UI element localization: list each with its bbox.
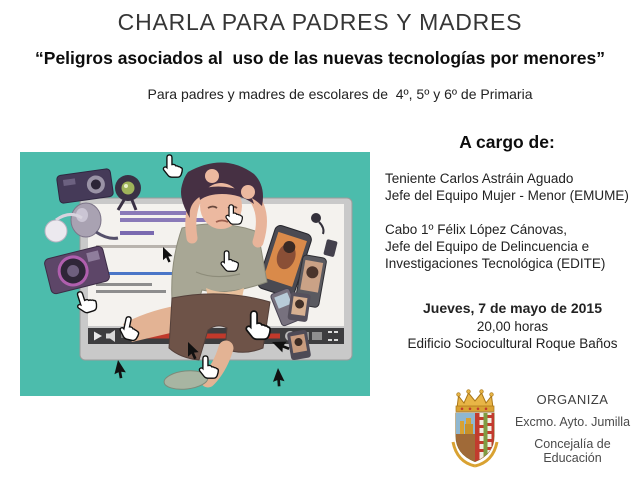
organizer-department: Concejalía de Educación	[534, 437, 611, 465]
event-venue: Edificio Sociocultural Roque Baños	[407, 336, 618, 351]
organizer-heading: ORGANIZA	[536, 392, 609, 407]
page-title: CHARLA PARA PADRES Y MADRES	[117, 9, 523, 35]
speaker1-name: Teniente Carlos Astráin Aguado	[385, 171, 574, 186]
illustration	[20, 152, 370, 396]
shield	[456, 413, 494, 462]
speakers-list	[385, 170, 640, 272]
crown	[456, 390, 494, 412]
event-time: 20,00 horas	[476, 318, 549, 334]
event-details	[385, 300, 640, 353]
organizer-name: Excmo. Ayto. Jumilla	[514, 415, 631, 429]
smartphone-icon	[287, 292, 311, 323]
jumilla-coat-of-arms-icon	[449, 388, 501, 470]
illustration-svg	[20, 152, 370, 396]
speaker1-role: Jefe del Equipo Mujer - Menor (EMUME)	[385, 188, 629, 203]
speaker2-role-line1: Jefe del Equipo de Delincuencia e	[385, 239, 590, 254]
speakers-heading: A cargo de:	[459, 132, 555, 152]
crest-svg	[449, 388, 501, 470]
speaker2-role-line2: Investigaciones Tecnológica (EDITE)	[385, 256, 606, 271]
audience-line: Para padres y madres de escolares de 4º, 5º y 6º de Primaria	[147, 86, 533, 102]
speaker2-name: Cabo 1º Félix López Cánovas,	[385, 222, 568, 237]
event-date: Jueves, 7 de mayo de 2015	[423, 300, 602, 316]
talk-subtitle: “Peligros asociados al uso de las nuevas tecnologías por menores”	[35, 48, 605, 68]
